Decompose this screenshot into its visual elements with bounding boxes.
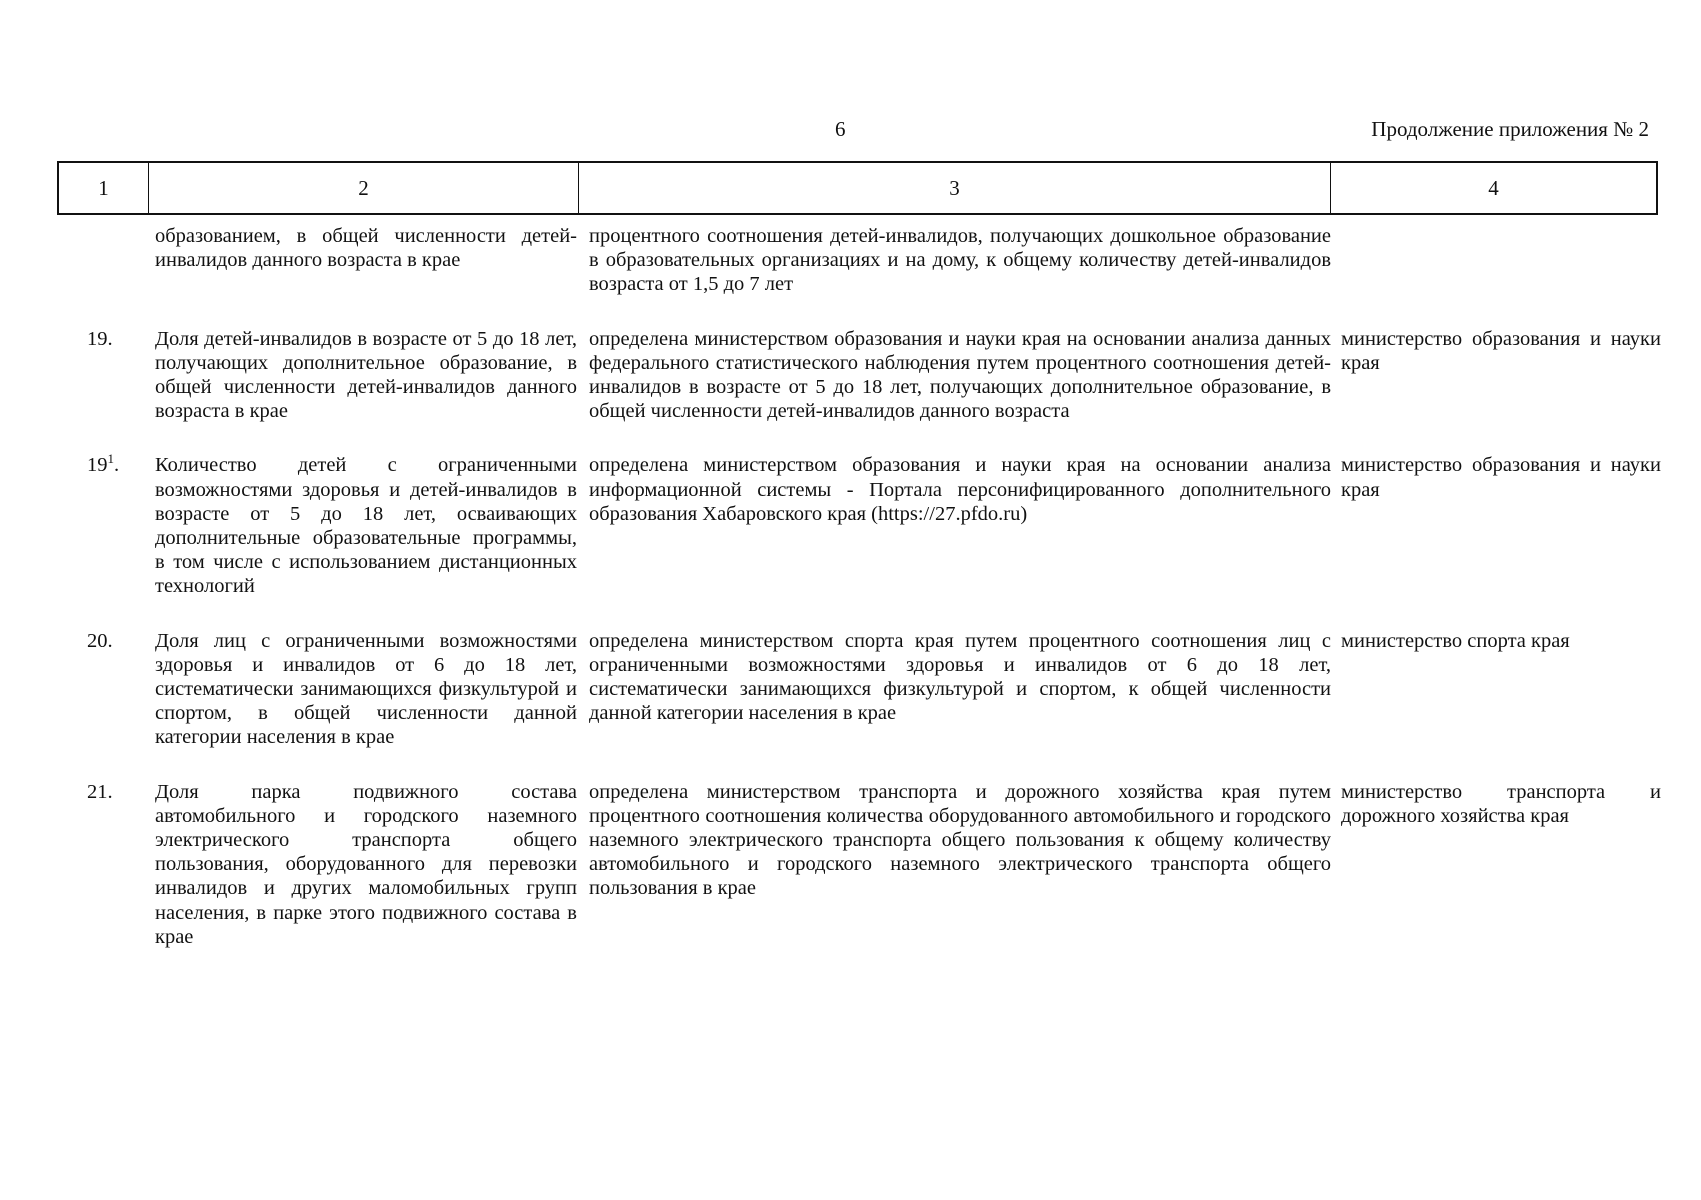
calculation-method: определена министерством образования и науки края на основании анализа данных федерального статистического наблюдения путем процентного соотношения детей-инвалидов в возрасте от 5 до 18 лет, получающих дополнительное образование, в общей численности детей-инвалидов данного возраста (589, 327, 1331, 423)
table-row (57, 780, 1667, 949)
indicator-name: Доля лиц с ограниченными возможностями здоровья и инвалидов от 6 до 18 лет, систематически занимающихся физкультурой и спортом, в общей численности данной категории населения в крае (155, 629, 577, 749)
table-body (57, 224, 1667, 979)
continuation-title: Продолжение приложения № 2 (1371, 117, 1649, 141)
table-row (57, 453, 1667, 598)
row-number: 19. (87, 327, 113, 350)
table-header-col-3: 3 (579, 163, 1331, 213)
responsible-body: министерство транспорта и дорожного хозяйства края (1341, 780, 1661, 827)
table-header-col-4: 4 (1488, 175, 1499, 200)
indicator-name: Количество детей с ограниченными возможностями здоровья и детей-инвалидов в возрасте от 5 до 18 лет, осваивающих дополнительные образовательные программы, в том числе с использованием дистанционных технологий (155, 454, 577, 598)
calculation-method: определена министерством транспорта и дорожного хозяйства края путем процентного соотношения количества оборудованного автомобильного и городского наземного электрического транспорта общего пользования к общему количеству автомобильного и городского наземного электрического транспорта общего пользования в крае (589, 780, 1331, 900)
calculation-method: определена министерством образования и науки края на основании анализа информационной системы - Портала персонифицированного дополнительного образования Хабаровского края (https://27.pfdo.ru) (589, 454, 1331, 525)
table-row (57, 629, 1667, 750)
table-header (57, 161, 1658, 215)
table-row (57, 327, 1667, 424)
table-header-col-1: 1 (59, 163, 149, 213)
table-row (57, 224, 1667, 297)
responsible-body: министерство спорта края (1341, 629, 1570, 652)
indicator-name: Доля детей-инвалидов в возрасте от 5 до 18 лет, получающих дополнительное образование, в общей численности детей-инвалидов данного возраста в крае (155, 327, 577, 423)
responsible-body: министерство образования и науки края (1341, 327, 1661, 374)
row-number: 21. (87, 780, 113, 803)
responsible-body: министерство образования и науки края (1341, 454, 1661, 501)
page-number: 6 (835, 117, 846, 141)
calculation-method: процентного соотношения детей-инвалидов, получающих дошкольное образование в образовательных организациях и на дому, к общему количеству детей-инвалидов возраста от 1,5 до 7 лет (589, 225, 1331, 296)
row-number: $19^1$. (87, 451, 120, 477)
indicator-name: образованием, в общей численности детей-инвалидов данного возраста в крае (155, 225, 577, 272)
indicator-name: Доля парка подвижного состава автомобильного и городского наземного электрического транспорта общего пользования, оборудованного для перевозки инвалидов и других маломобильных групп населения, в парке этого подвижного состава в крае (155, 780, 577, 948)
row-number (57, 224, 147, 297)
table-header-col-2: 2 (149, 163, 579, 213)
row-number: 20. (87, 629, 113, 652)
responsible-body (1331, 224, 1661, 297)
calculation-method: определена министерством спорта края путем процентного соотношения лиц с ограниченными возможностями здоровья и инвалидов от 6 до 18 лет, систематически занимающихся физкультурой и спортом, к общей численности данной категории населения в крае (589, 629, 1331, 725)
